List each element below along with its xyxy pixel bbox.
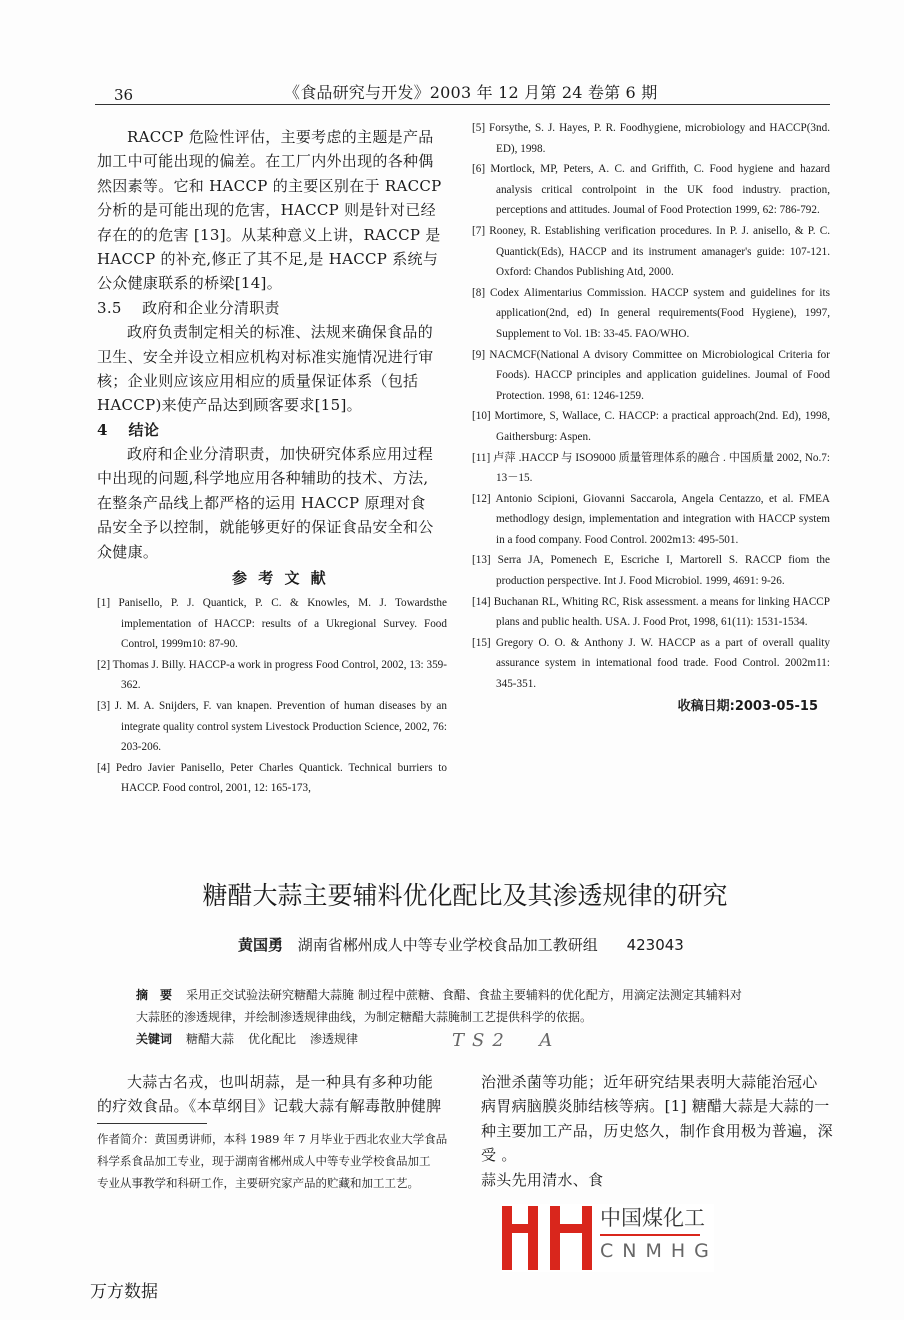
text-line: 科学系食品加工专业，现于湖南省郴州成人中等专业学校食品加工	[97, 1154, 431, 1168]
author-line	[238, 934, 684, 955]
author-footnote	[97, 1128, 447, 1194]
text-line: 蒜头先用清水、食	[481, 1170, 604, 1189]
author-name: 黄国勇	[238, 936, 284, 954]
text-line: 众健康。	[97, 542, 159, 561]
article-body-left	[97, 1070, 452, 1119]
references-left	[97, 593, 447, 799]
reference-item: [11] 卢萍 .HACCP 与 ISO9000 质量管理体系的融合 . 中国质量 2002, No.7: 13－15.	[472, 451, 830, 485]
left-column	[97, 125, 447, 564]
logo-chinese-text: 中国煤化工	[600, 1206, 705, 1230]
article-title: 糖醋大蒜主要辅料优化配比及其渗透规律的研究	[202, 881, 728, 910]
text-line: 中出现的问题,科学地应用各种辅助的技术、方法,	[97, 469, 429, 488]
reference-item: [4] Pedro Javier Panisello, Peter Charles Quantick. Technical burriers to HACCP. Food control, 2001, 12: 165-173,	[97, 761, 447, 795]
references-title: 参 考 文 献	[232, 569, 329, 587]
text-line: 公众健康联系的桥梁[14]。	[97, 274, 282, 293]
journal-header: 《食品研究与开发》2003 年 12 月第 24 卷第 6 期	[284, 83, 658, 102]
footnote-lines	[97, 1128, 447, 1194]
reference-item: [7] Rooney, R. Establishing verification procedures. In P. J. anisello, & P. C. Quantick(Eds), HACCP and its instrument amanager's guide: 107-121. Oxford: Chandos Publishing Atd, 2000.	[472, 224, 830, 279]
handwritten-mark: TS2 A	[452, 1030, 561, 1051]
text-line: 政府负责制定相关的标准、法规来确保食品的	[127, 323, 434, 342]
reference-item: [5] Forsythe, S. J. Hayes, P. R. Foodhygiene, microbiology and HACCP(3nd. ED), 1998.	[472, 122, 830, 155]
text-line: 政府和企业分清职责，加快研究体系应用过程	[127, 445, 434, 464]
article-body-right	[481, 1070, 836, 1192]
keywords-label: 关键词	[136, 1032, 173, 1046]
text-line: 卫生、安全并设立相应机构对标准实施情况进行审	[97, 347, 434, 366]
section-heading-3-5: 3.5 政府和企业分清职责	[97, 298, 280, 317]
received-date: 收稿日期:2003-05-15	[677, 698, 818, 714]
keyword: 优化配比	[248, 1032, 297, 1046]
text-line: HACCP 的补充,修正了其不足,是 HACCP 系统与	[97, 249, 439, 268]
reference-item: [9] NACMCF(National A dvisory Committee on Microbiological Criteria for Foods). HACCP principles and application guidelines. Joumal of Food Protection. 1998, 61: 1246-1259.	[472, 348, 830, 402]
abstract-text: 采用正交试验法研究糖醋大蒜腌 制过程中蔗糖、食醋、食盐主要辅料的优化配方，用滴定法测定其辅料对	[186, 988, 742, 1002]
text-line: 作者简介：黄国勇讲师，本科 1989 年 7 月毕业于西北农业大学食品	[97, 1132, 448, 1146]
reference-item: [6] Mortlock, MP, Peters, A. C. and Griffith, C. Food hygiene and hazard analysis critical controlpoint in the UK food industry. praction, perceptions and attitudes. Joumal of Food Protection 1999, 62: 786-792.	[472, 163, 830, 217]
keyword: 渗透规律	[310, 1032, 359, 1046]
text-line: 核；企业则应该应用相应的质量保证体系（包括	[97, 371, 419, 390]
reference-item: [14] Buchanan RL, Whiting RC, Risk assessment. a means for linking HACCP plans and public health. USA. J. Food Prot, 1998, 61(11): 1531-1534.	[472, 595, 830, 629]
reference-item: [12] Antonio Scipioni, Giovanni Saccarola, Angela Centazzo, et al. FMEA methodlogy design, implementation and integration with HACCP system in a food company. Food Control. 2002m13: 495-501.	[472, 492, 830, 546]
abstract-text: 大蒜胚的渗透规律，并绘制渗透规律曲线，为制定糖醋大蒜腌制工艺提供科学的依据。	[136, 1010, 593, 1024]
reference-item: [15] Gregory O. O. & Anthony J. W. HACCP as a part of overall quality assurance system in intemational food trade. Food Control. 2002m11: 345-351.	[472, 636, 830, 691]
text-line: 加工中可能出现的偏差。在工厂内外出现的各种偶	[97, 152, 434, 171]
mh-logo-icon	[502, 1206, 592, 1270]
text-line: 的疗效食品。《本草纲目》记载大蒜有解毒散肿健脾	[97, 1097, 442, 1116]
text-line: 种主要加工产品，历史悠久，制作食用极为普遍，深	[481, 1121, 833, 1140]
text-line: 分析的是可能出现的危害，HACCP 则是针对已经	[97, 201, 436, 220]
intro-paragraph	[97, 1070, 452, 1119]
text-line: 然因素等。它和 HACCP 的主要区别在于 RACCP	[97, 176, 442, 195]
text-line: 在整条产品线上都严格的运用 HACCP 原理对食	[97, 493, 426, 512]
text-line: 专业从事教学和科研工作，主要研究家产品的贮藏和加工工艺。	[97, 1176, 419, 1190]
keyword: 糖醋大蒜	[186, 1032, 235, 1046]
paragraph-raccp	[97, 125, 447, 296]
intro-paragraph-continued	[481, 1070, 836, 1192]
paragraph-conclusion	[97, 442, 447, 564]
text-line: 病胃病脑膜炎肺结核等病。[1] 糖醋大蒜是大蒜的一	[481, 1097, 830, 1116]
footnote-rule	[97, 1123, 207, 1124]
reference-item: [2] Thomas J. Billy. HACCP-a work in progress Food Control, 2002, 13: 359-362.	[97, 658, 447, 692]
paragraph-government	[97, 320, 447, 418]
reference-item: [10] Mortimore, S, Wallace, C. HACCP: a practical approach(2nd. Ed), 1998, Gaithersburg: Aspen.	[472, 410, 830, 443]
reference-item: [3] J. M. A. Snijders, F. van knapen. Prevention of human diseases by an integrate quality control system Livestock Production Science, 2002, 76: 203-206.	[97, 699, 447, 754]
text-line: 受 。	[481, 1146, 517, 1165]
logo-underline	[600, 1234, 700, 1236]
source-footer: 万方数据	[90, 1282, 158, 1302]
watermark-logo	[502, 1204, 718, 1272]
page-number: 36	[114, 86, 134, 104]
postcode: 423043	[626, 936, 684, 954]
text-line: 大蒜古名戎，也叫胡蒜，是一种具有多种功能	[127, 1073, 434, 1091]
logo-latin-text: CNMHG	[600, 1240, 718, 1262]
reference-item: [8] Codex Alimentarius Commission. HACCP system and guidelines for its application(2nd, ed) In general requirements(Food Hygiene), 1997, Supplement to Vol. 1B: 33-45. FAO/WHO.	[472, 286, 830, 340]
author-affiliation: 湖南省郴州成人中等专业学校食品加工教研组	[297, 936, 598, 954]
text-line: 存在的的危害 [13]。从某种意义上讲，RACCP 是	[97, 225, 441, 244]
text-line: HACCP)来使产品达到顾客要求[15]。	[97, 396, 362, 415]
references-right	[472, 118, 830, 717]
section-heading-4: 4 结论	[97, 420, 160, 439]
abstract-label: 摘 要	[136, 988, 173, 1002]
reference-item: [1] Panisello, P. J. Quantick, P. C. & Knowles, M. J. Towardsthe implementation of HACCP: results of a Ukregional Survey. Food Control, 1999m10: 87-90.	[97, 597, 447, 651]
text-line: 治泄杀菌等功能；近年研究结果表明大蒜能治冠心	[481, 1073, 818, 1091]
text-line: RACCP 危险性评估，主要考虑的主题是产品	[127, 128, 434, 146]
reference-item: [13] Serra JA, Pomenech E, Escriche I, Martorell S. RACCP fiom the production perspective. Int J. Food Microbiol. 1999, 4691: 9-26.	[472, 554, 830, 588]
text-line: 品安全予以控制，就能够更好的保证食品安全和公	[97, 518, 434, 537]
header-rule	[95, 104, 830, 105]
